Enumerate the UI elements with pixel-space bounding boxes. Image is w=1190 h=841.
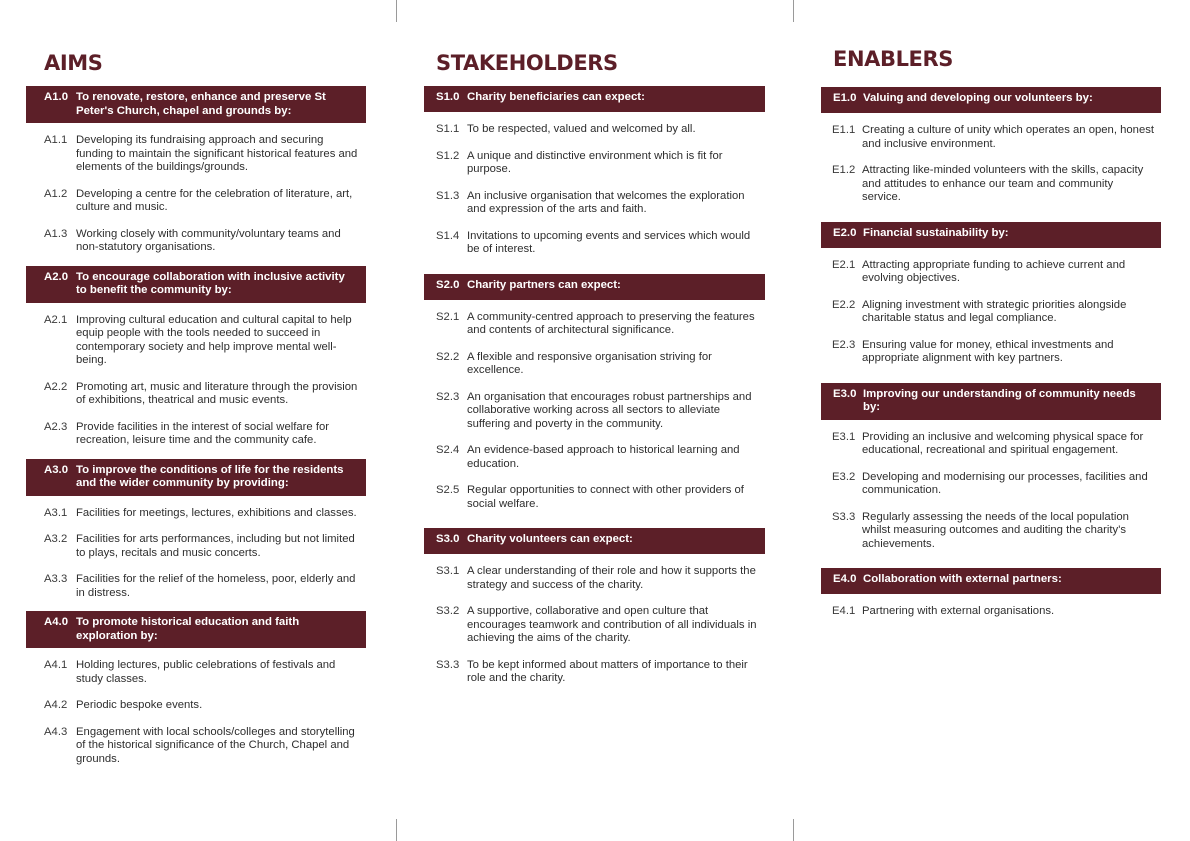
list-item xyxy=(424,484,765,511)
aims-section-a4 xyxy=(26,611,366,766)
aims-section-a2 xyxy=(26,266,366,448)
item-list xyxy=(821,113,1161,205)
list-item xyxy=(424,311,765,338)
item-text: Regularly assessing the needs of the local population whilst measuring outcomes and auditing the charity's achievements. xyxy=(862,510,1129,550)
item-text: A community-centred approach to preserving the features and contents of architectural significance. xyxy=(467,310,755,336)
aims-sections xyxy=(26,86,366,766)
list-item xyxy=(26,573,366,600)
section-code: S3.0 xyxy=(436,533,460,545)
item-text: Promoting art, music and literature through the provision of exhibitions, theatrical and music events. xyxy=(76,380,358,406)
item-code: A3.3 xyxy=(44,573,68,585)
section-heading-text: Charity volunteers can expect: xyxy=(467,533,633,545)
item-code: S2.5 xyxy=(436,484,460,496)
section-code: A2.0 xyxy=(44,270,69,283)
section-heading-text: To promote historical education and faith exploration by: xyxy=(76,616,300,642)
item-text: Facilities for the relief of the homeless, poor, elderly and in distress. xyxy=(76,573,356,599)
item-text: Invitations to upcoming events and services which would be of interest. xyxy=(467,229,751,255)
item-text: A unique and distinctive environment which is fit for purpose. xyxy=(467,149,723,175)
section-heading xyxy=(26,611,366,648)
list-item xyxy=(821,339,1161,366)
stakeholders-section-s2 xyxy=(424,274,765,512)
item-list xyxy=(821,420,1161,552)
aims-section-a3 xyxy=(26,459,366,601)
list-item xyxy=(26,659,366,686)
item-text: Facilities for arts performances, including but not limited to plays, recitals and music concerts. xyxy=(76,533,355,559)
item-code: S2.1 xyxy=(436,310,460,323)
list-item xyxy=(424,123,765,137)
item-text: Periodic bespoke events. xyxy=(76,699,203,711)
list-item xyxy=(26,726,366,767)
item-code: A1.2 xyxy=(44,187,68,200)
item-code: S3.1 xyxy=(436,565,460,577)
item-text: To be respected, valued and welcomed by all. xyxy=(467,123,696,135)
section-code: E1.0 xyxy=(833,92,857,104)
section-code: A4.0 xyxy=(44,616,69,628)
aims-title: AIMS xyxy=(44,51,103,75)
list-item xyxy=(26,533,366,560)
item-code: S1.1 xyxy=(436,123,460,135)
enablers-section-e3 xyxy=(821,383,1161,552)
item-text: Attracting like-minded volunteers with the skills, capacity and attitudes to enhance our team and community service. xyxy=(862,164,1144,203)
stakeholders-section-s1 xyxy=(424,86,765,257)
item-list xyxy=(26,648,366,766)
fold-mark-top-right xyxy=(793,0,794,22)
item-text: A supportive, collaborative and open culture that encourages teamwork and contribution of all individuals in achieving the aims of the charity. xyxy=(467,605,757,644)
list-item xyxy=(424,565,765,592)
item-text: Providing an inclusive and welcoming physical space for educational, recreational and spiritual engagement. xyxy=(862,430,1144,456)
item-code: S2.4 xyxy=(436,444,460,456)
list-item xyxy=(424,444,765,471)
item-text: Aligning investment with strategic priorities alongside charitable status and legal compliance. xyxy=(862,298,1127,324)
item-list xyxy=(821,594,1161,619)
item-text: Creating a culture of unity which operates an open, honest and inclusive environment. xyxy=(862,124,1155,150)
item-list xyxy=(26,123,366,255)
item-text: Engagement with local schools/colleges and storytelling of the historical significance of the Church, Chapel and grounds. xyxy=(76,725,355,765)
enablers-section-e1 xyxy=(821,87,1161,205)
section-heading xyxy=(424,528,765,554)
item-code: E2.3 xyxy=(832,338,856,351)
enablers-section-e2 xyxy=(821,222,1161,366)
item-text: Ensuring value for money, ethical investments and appropriate alignment with key partners. xyxy=(862,338,1114,364)
section-heading-text: Improving our understanding of community needs by: xyxy=(863,387,1136,413)
item-list xyxy=(821,248,1161,366)
list-item xyxy=(821,471,1161,498)
stakeholders-section-s3 xyxy=(424,528,765,686)
list-item xyxy=(821,124,1161,151)
item-code: A3.2 xyxy=(44,533,68,545)
list-item xyxy=(821,511,1161,552)
section-heading-text: Valuing and developing our volunteers by: xyxy=(863,92,1093,104)
enablers-title: ENABLERS xyxy=(833,47,954,71)
list-item xyxy=(424,659,765,686)
enablers-section-e4 xyxy=(821,568,1161,619)
list-item xyxy=(26,228,366,255)
section-heading-text: To renovate, restore, enhance and preserve St Peter's Church, chapel and grounds by: xyxy=(76,91,326,117)
list-item xyxy=(821,259,1161,286)
section-heading-text: Charity partners can expect: xyxy=(467,278,621,291)
section-code: E3.0 xyxy=(833,387,857,400)
item-code: S3.3 xyxy=(832,510,856,523)
item-text: Provide facilities in the interest of social welfare for recreation, leisure time and the community cafe. xyxy=(76,420,330,446)
item-code: S2.3 xyxy=(436,390,460,403)
item-text: Holding lectures, public celebrations of festivals and study classes. xyxy=(76,659,336,685)
item-code: A4.2 xyxy=(44,699,68,711)
list-item xyxy=(26,507,366,521)
fold-mark-bottom-left xyxy=(396,819,397,841)
item-code: A2.3 xyxy=(44,420,68,433)
section-heading xyxy=(26,86,366,123)
section-heading-text: To improve the conditions of life for the residents and the wider community by providing: xyxy=(76,463,344,489)
section-heading-text: Financial sustainability by: xyxy=(863,226,1009,239)
list-item xyxy=(424,351,765,378)
item-text: A clear understanding of their role and how it supports the strategy and success of the charity. xyxy=(467,565,756,591)
item-list xyxy=(424,554,765,686)
stakeholders-sections xyxy=(424,86,765,686)
item-code: E1.2 xyxy=(832,164,856,176)
item-code: S1.3 xyxy=(436,189,460,202)
list-item xyxy=(26,134,366,175)
list-item xyxy=(821,164,1161,205)
item-text: Partnering with external organisations. xyxy=(862,605,1055,617)
item-code: A2.2 xyxy=(44,380,68,393)
section-heading xyxy=(821,222,1161,248)
item-code: E2.2 xyxy=(832,298,856,311)
list-item xyxy=(424,150,765,177)
item-code: S3.2 xyxy=(436,605,460,617)
item-list xyxy=(424,300,765,512)
list-item xyxy=(821,605,1161,619)
aims-section-a1 xyxy=(26,86,366,255)
section-code: E2.0 xyxy=(833,226,857,239)
item-text: An inclusive organisation that welcomes the exploration and expression of the arts and faith. xyxy=(467,189,745,215)
enablers-sections xyxy=(821,87,1161,619)
section-code: E4.0 xyxy=(833,573,857,585)
item-code: E3.1 xyxy=(832,430,856,443)
section-code: S2.0 xyxy=(436,278,460,291)
list-item xyxy=(26,188,366,215)
item-text: A flexible and responsive organisation striving for excellence. xyxy=(467,350,712,376)
item-code: A1.1 xyxy=(44,134,68,146)
fold-mark-bottom-right xyxy=(793,819,794,841)
item-code: S2.2 xyxy=(436,350,460,363)
item-code: S1.2 xyxy=(436,149,460,162)
item-list xyxy=(26,496,366,601)
fold-mark-top-left xyxy=(396,0,397,22)
section-heading xyxy=(26,459,366,496)
list-item xyxy=(424,391,765,432)
list-item xyxy=(26,381,366,408)
section-heading xyxy=(424,86,765,112)
item-code: A4.1 xyxy=(44,659,68,671)
item-list xyxy=(424,112,765,257)
section-code: S1.0 xyxy=(436,91,460,103)
item-code: A4.3 xyxy=(44,725,68,738)
list-item xyxy=(821,431,1161,458)
list-item xyxy=(821,299,1161,326)
item-text: Developing a centre for the celebration of literature, art, culture and music. xyxy=(76,187,353,213)
list-item xyxy=(424,190,765,217)
item-text: Developing its fundraising approach and securing funding to maintain the significant historical features and elements of the buildings/grounds. xyxy=(76,134,358,173)
list-item xyxy=(26,421,366,448)
item-text: Facilities for meetings, lectures, exhibitions and classes. xyxy=(76,506,357,519)
item-text: Regular opportunities to connect with other providers of social welfare. xyxy=(467,484,744,510)
section-code: A3.0 xyxy=(44,463,69,476)
item-text: An organisation that encourages robust partnerships and collaborative working across all sectors to alleviate suffering and poverty in the community. xyxy=(467,390,752,430)
stakeholders-title: STAKEHOLDERS xyxy=(436,51,618,75)
item-text: Improving cultural education and cultural capital to help equip people with the tools needed to succeed in contemporary society and help improve mental well-being. xyxy=(76,313,352,366)
item-text: An evidence-based approach to historical learning and education. xyxy=(467,444,740,470)
section-heading xyxy=(821,568,1161,594)
item-code: A3.1 xyxy=(44,506,68,519)
section-heading-text: To encourage collaboration with inclusive activity to benefit the community by: xyxy=(76,270,345,296)
item-code: A1.3 xyxy=(44,227,68,240)
item-code: S1.4 xyxy=(436,229,460,242)
item-code: S3.3 xyxy=(436,658,460,671)
section-heading-text: Collaboration with external partners: xyxy=(863,573,1062,585)
item-code: A2.1 xyxy=(44,313,68,326)
list-item xyxy=(424,230,765,257)
item-text: To be kept informed about matters of importance to their role and the charity. xyxy=(467,658,748,684)
list-item xyxy=(26,314,366,368)
section-heading xyxy=(424,274,765,300)
section-heading xyxy=(821,383,1161,420)
item-text: Working closely with community/voluntary teams and non-statutory organisations. xyxy=(76,227,341,253)
item-code: E1.1 xyxy=(832,124,856,136)
item-list xyxy=(26,303,366,448)
section-code: A1.0 xyxy=(44,91,69,103)
item-code: E3.2 xyxy=(832,470,856,483)
item-code: E4.1 xyxy=(832,605,856,617)
section-heading xyxy=(821,87,1161,113)
section-heading xyxy=(26,266,366,303)
list-item xyxy=(424,605,765,646)
section-heading-text: Charity beneficiaries can expect: xyxy=(467,91,645,103)
item-text: Attracting appropriate funding to achieve current and evolving objectives. xyxy=(862,258,1126,284)
item-text: Developing and modernising our processes, facilities and communication. xyxy=(862,470,1148,496)
item-code: E2.1 xyxy=(832,258,856,271)
list-item xyxy=(26,699,366,713)
